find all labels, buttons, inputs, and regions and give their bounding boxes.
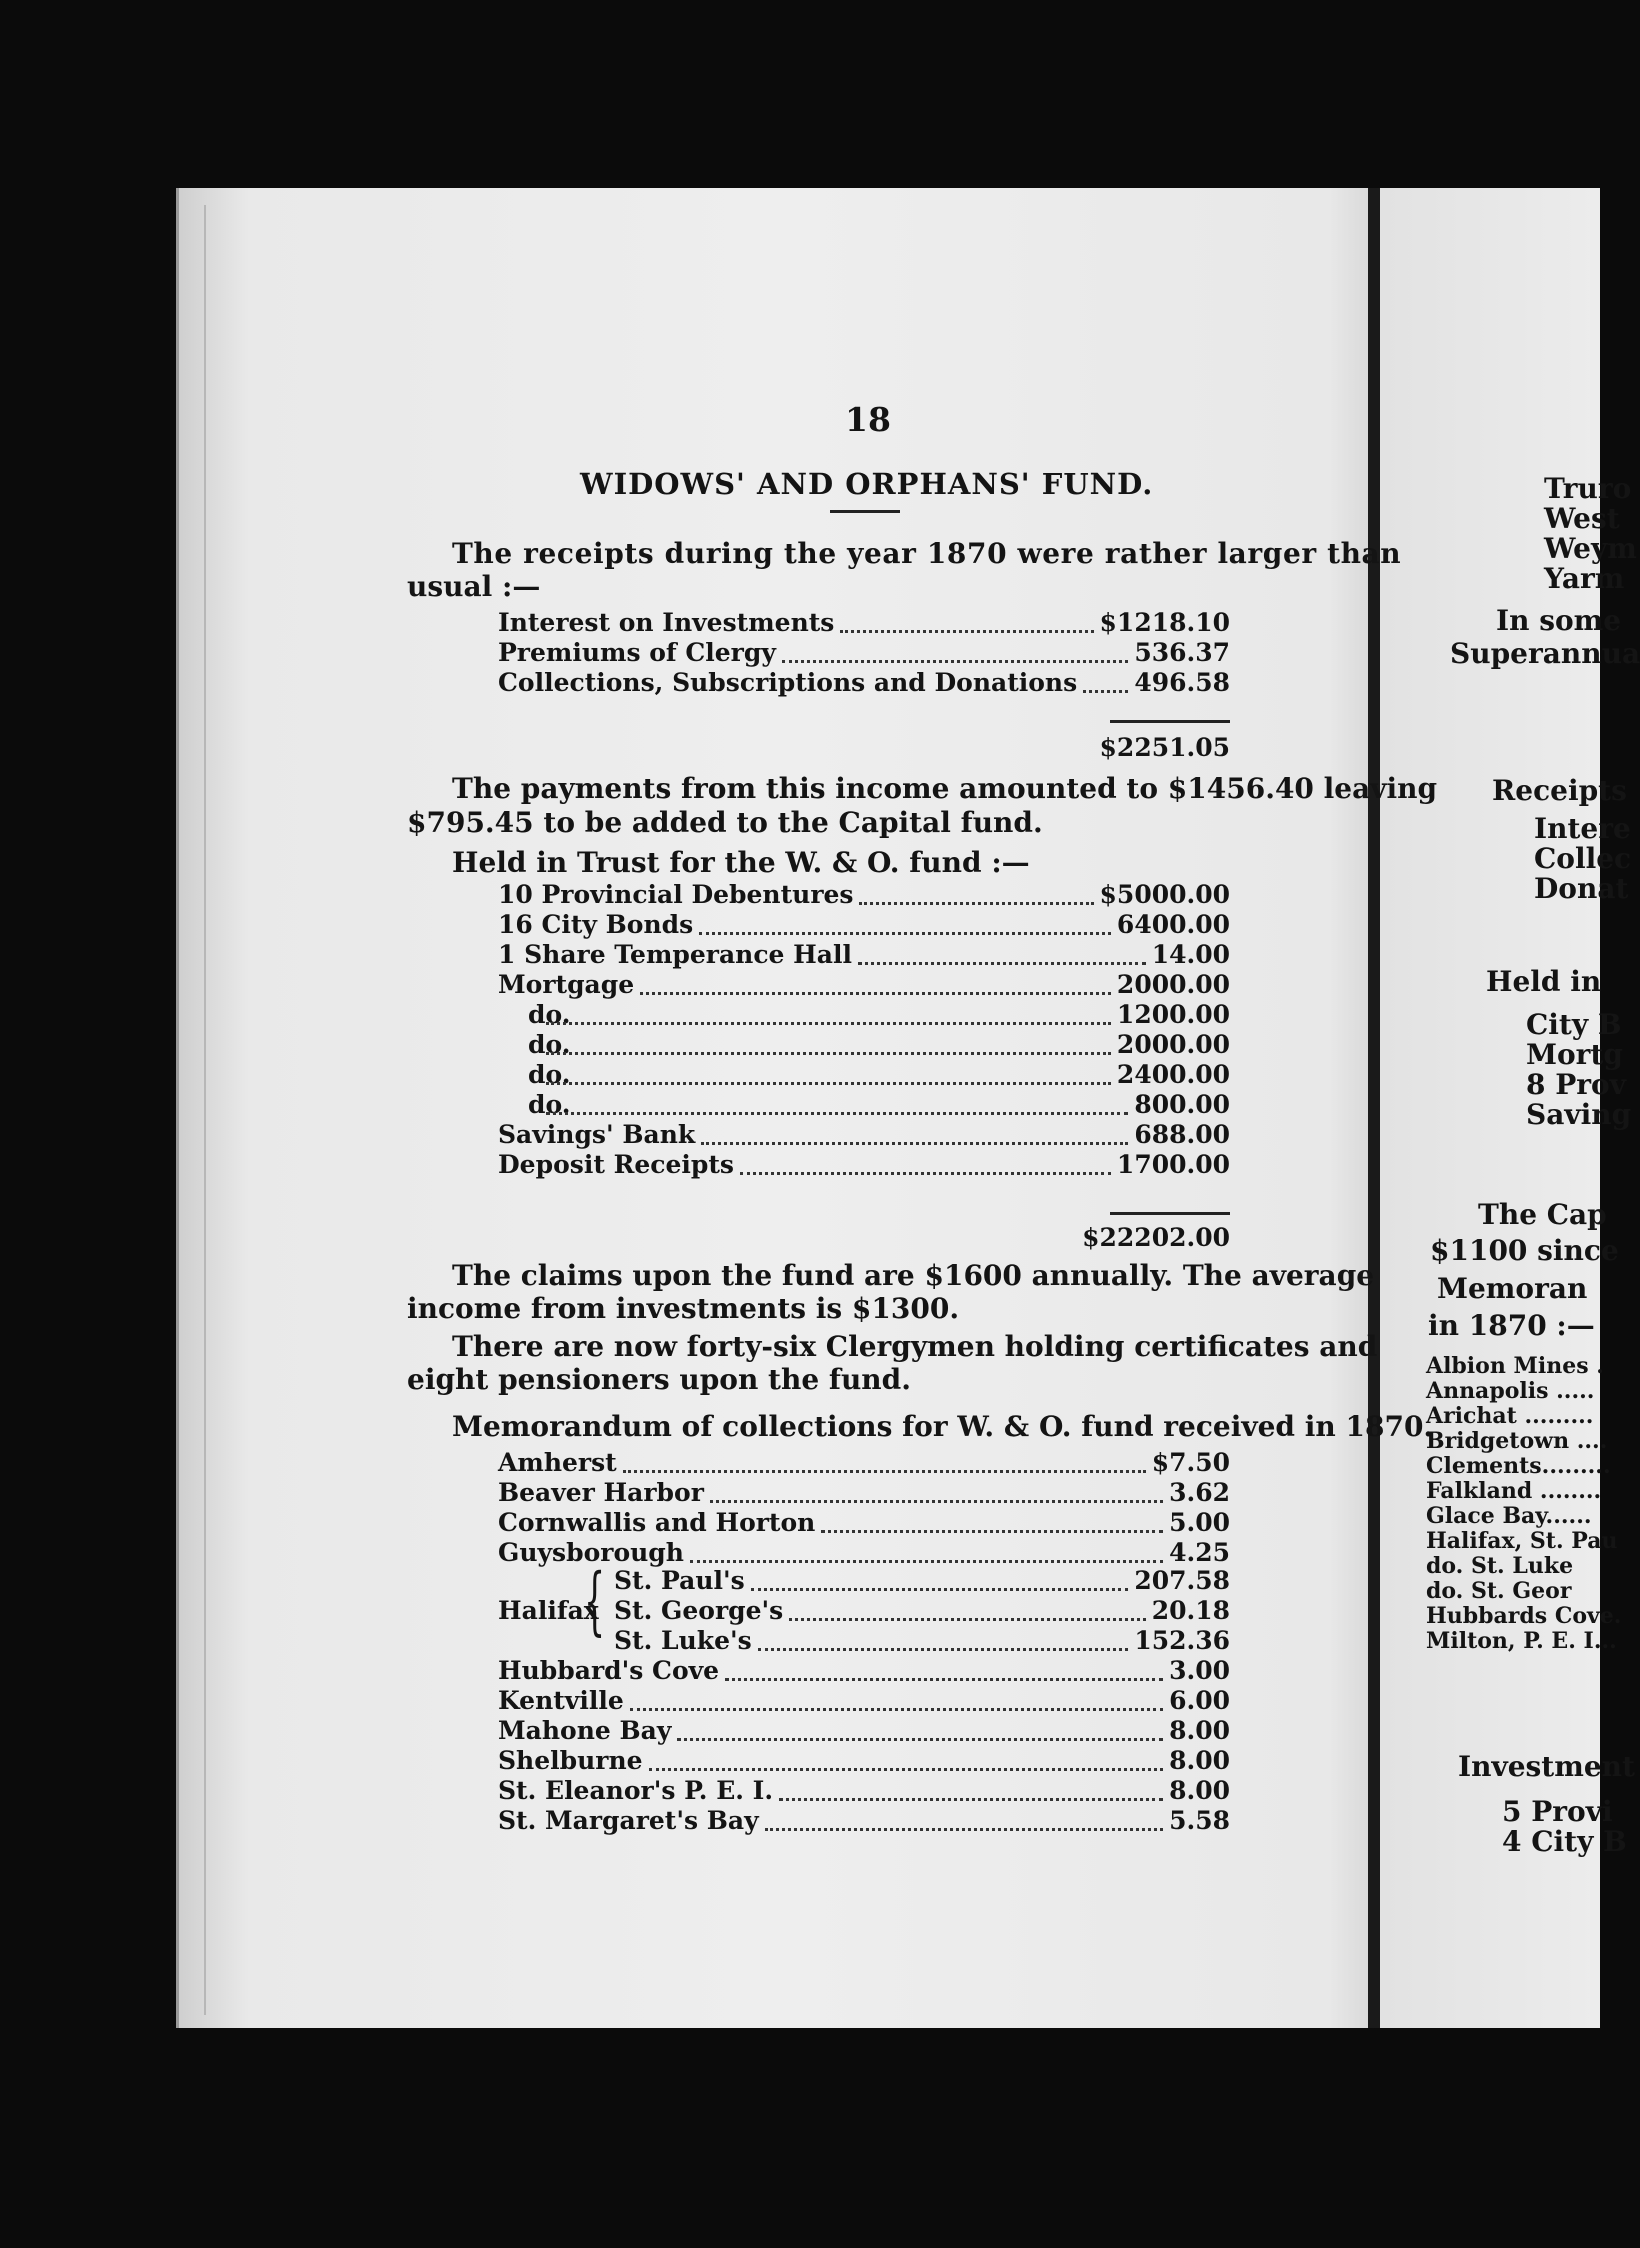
memo-row-2-amount: 8.00	[1169, 1716, 1230, 1745]
trust-row-label: 16 City Bonds	[498, 910, 694, 939]
right-list-item: Albion Mines .	[1426, 1353, 1604, 1379]
right-top-line: West	[1544, 502, 1620, 535]
memo-heading: Memorandum of collections for W. & O. fund received in 1870.	[452, 1410, 1434, 1443]
halifax-row-label: St. Paul's	[614, 1566, 745, 1595]
right-list-item: Clements.........	[1426, 1453, 1611, 1479]
trust-row-label: do.	[528, 1090, 571, 1119]
memo-row-2-amount: 5.58	[1169, 1806, 1230, 1835]
page-title: WIDOWS' AND ORPHANS' FUND.	[580, 467, 1154, 501]
memo-row-2-label: St. Eleanor's P. E. I.	[498, 1776, 774, 1805]
halifax-row-amount: 152.36	[1134, 1626, 1230, 1655]
receipts-intro-2: usual :—	[407, 570, 541, 603]
halifax-brace: {	[584, 1558, 606, 1644]
right-receipts-item: Intere	[1534, 812, 1631, 845]
trust-row-label: do.	[528, 1030, 571, 1059]
trust-row-leader	[859, 902, 1093, 905]
right-list-item: Glace Bay......	[1426, 1503, 1592, 1529]
claims-line-2: income from investments is $1300.	[407, 1292, 960, 1325]
halifax-row-amount: 207.58	[1134, 1566, 1230, 1595]
trust-row-label: 1 Share Temperance Hall	[498, 940, 852, 969]
right-memoran-1: Memoran	[1437, 1272, 1588, 1305]
clergy-line-2: eight pensioners upon the fund.	[407, 1363, 911, 1396]
book-spine	[1368, 188, 1380, 2028]
trust-row-label: Deposit Receipts	[498, 1150, 734, 1179]
receipt-row-amount: 536.37	[1134, 638, 1230, 667]
right-investment: Investment	[1458, 1750, 1635, 1783]
memo-row-2-amount: 8.00	[1169, 1776, 1230, 1805]
right-investment-item: 4 City B	[1502, 1825, 1627, 1858]
trust-heading: Held in Trust for the W. & O. fund :—	[452, 846, 1030, 879]
right-list-item: Annapolis .....	[1426, 1378, 1595, 1404]
right-list-item: Hubbards Cove.	[1426, 1603, 1622, 1629]
right-list-item: Halifax, St. Pau	[1426, 1528, 1618, 1554]
trust-row-amount: 2000.00	[1116, 970, 1230, 999]
receipt-row-label: Collections, Subscriptions and Donations	[498, 668, 1078, 697]
trust-row-leader	[546, 1022, 1111, 1025]
memo-row-amount: $7.50	[1151, 1448, 1230, 1477]
right-investment-item: 5 Provi	[1502, 1795, 1613, 1828]
right-held-item: Saving	[1526, 1098, 1632, 1131]
payments-line-1: The payments from this income amounted to $1456.40 leaving	[452, 772, 1438, 805]
right-in-some: In some	[1496, 604, 1622, 637]
memo-row-2-label: Hubbard's Cove	[498, 1656, 720, 1685]
memo-row-2-amount: 3.00	[1169, 1656, 1230, 1685]
memo-row-2-amount: 6.00	[1169, 1686, 1230, 1715]
right-list-item: Arichat .........	[1426, 1403, 1594, 1429]
trust-row-amount: 14.00	[1151, 940, 1230, 969]
right-held-item: City B	[1526, 1008, 1622, 1041]
receipt-row-leader	[782, 660, 1128, 663]
trust-row-amount: $5000.00	[1099, 880, 1230, 909]
clergy-line-1: There are now forty-six Clergymen holding certificates and	[452, 1330, 1378, 1363]
trust-row-amount: 2400.00	[1116, 1060, 1230, 1089]
trust-row-amount: 6400.00	[1116, 910, 1230, 939]
trust-row-leader	[546, 1082, 1111, 1085]
right-memoran-2: in 1870 :—	[1428, 1309, 1595, 1342]
right-top-line: Truro	[1544, 472, 1632, 505]
memo-row-amount: 3.62	[1169, 1478, 1230, 1507]
payments-line-2: $795.45 to be added to the Capital fund.	[407, 806, 1043, 839]
right-superannua: Superannua	[1450, 637, 1640, 670]
right-capital-2: $1100 since	[1430, 1234, 1619, 1267]
trust-row-label: Savings' Bank	[498, 1120, 696, 1149]
memo-row-label: Cornwallis and Horton	[498, 1508, 816, 1537]
trust-row-leader	[546, 1112, 1128, 1115]
trust-row-amount: 1200.00	[1116, 1000, 1230, 1029]
halifax-row-label: St. Luke's	[614, 1626, 752, 1655]
memo-row-amount: 5.00	[1169, 1508, 1230, 1537]
memo-row-2-label: Shelburne	[498, 1746, 643, 1775]
receipt-row-label: Premiums of Clergy	[498, 638, 776, 667]
title-rule	[830, 510, 900, 513]
trust-row-leader	[640, 992, 1111, 995]
trust-row-leader	[740, 1172, 1111, 1175]
right-held-item: 8 Prov	[1526, 1068, 1626, 1101]
receipts-total: $2251.05	[1099, 733, 1230, 762]
memo-row-label: Beaver Harbor	[498, 1478, 704, 1507]
right-receipts-item: Collec	[1534, 842, 1632, 875]
right-list-item: do. St. Luke	[1426, 1553, 1574, 1579]
right-capital-1: The Cap	[1478, 1198, 1607, 1231]
memo-row-label: Guysborough	[498, 1538, 684, 1567]
memo-row-amount: 4.25	[1169, 1538, 1230, 1567]
receipt-row-label: Interest on Investments	[498, 608, 835, 637]
trust-row-amount: 1700.00	[1116, 1150, 1230, 1179]
trust-row-label: Mortgage	[498, 970, 635, 999]
halifax-row-amount: 20.18	[1151, 1596, 1230, 1625]
trust-row-leader	[546, 1052, 1111, 1055]
memo-row-2-label: Kentville	[498, 1686, 624, 1715]
right-held-item: Mortg	[1526, 1038, 1623, 1071]
trust-sum-rule	[1110, 1212, 1230, 1215]
trust-row-label: 10 Provincial Debentures	[498, 880, 854, 909]
right-list-item: Falkland ........	[1426, 1478, 1602, 1504]
receipt-row-amount: $1218.10	[1099, 608, 1230, 637]
right-receipts-item: Donat	[1534, 872, 1629, 905]
right-list-item: Bridgetown ....	[1426, 1428, 1608, 1454]
memo-row-2-label: Mahone Bay	[498, 1716, 672, 1745]
halifax-row-leader	[751, 1588, 1129, 1591]
trust-row-amount: 800.00	[1134, 1090, 1230, 1119]
memo-row-leader	[623, 1470, 1146, 1473]
claims-line-1: The claims upon the fund are $1600 annually. The average	[452, 1259, 1375, 1292]
right-top-line: Weym	[1544, 532, 1637, 565]
memo-row-2-amount: 8.00	[1169, 1746, 1230, 1775]
receipts-intro-1: The receipts during the year 1870 were rather larger than	[452, 537, 1402, 570]
memo-row-label: Amherst	[498, 1448, 617, 1477]
halifax-label: Halifax	[498, 1596, 599, 1625]
page-edge	[186, 205, 206, 2015]
trust-row-label: do.	[528, 1060, 571, 1089]
trust-row-amount: 2000.00	[1116, 1030, 1230, 1059]
trust-row-leader	[701, 1142, 1128, 1145]
receipt-row-leader	[840, 630, 1093, 633]
right-list-item: Milton, P. E. I...	[1426, 1628, 1617, 1654]
trust-total: $22202.00	[1082, 1223, 1230, 1252]
trust-row-leader	[699, 932, 1111, 935]
right-list-item: do. St. Geor	[1426, 1578, 1572, 1604]
right-receipts: Receipts	[1492, 774, 1627, 807]
right-top-line: Yarm	[1544, 562, 1625, 595]
receipts-sum-rule	[1110, 720, 1230, 723]
halifax-row-leader	[758, 1648, 1129, 1651]
halifax-row-label: St. George's	[614, 1596, 784, 1625]
right-held-in: Held in	[1486, 965, 1602, 998]
receipt-row-amount: 496.58	[1134, 668, 1230, 697]
page-number: 18	[845, 400, 891, 439]
trust-row-label: do.	[528, 1000, 571, 1029]
memo-row-2-label: St. Margaret's Bay	[498, 1806, 759, 1835]
trust-row-amount: 688.00	[1134, 1120, 1230, 1149]
